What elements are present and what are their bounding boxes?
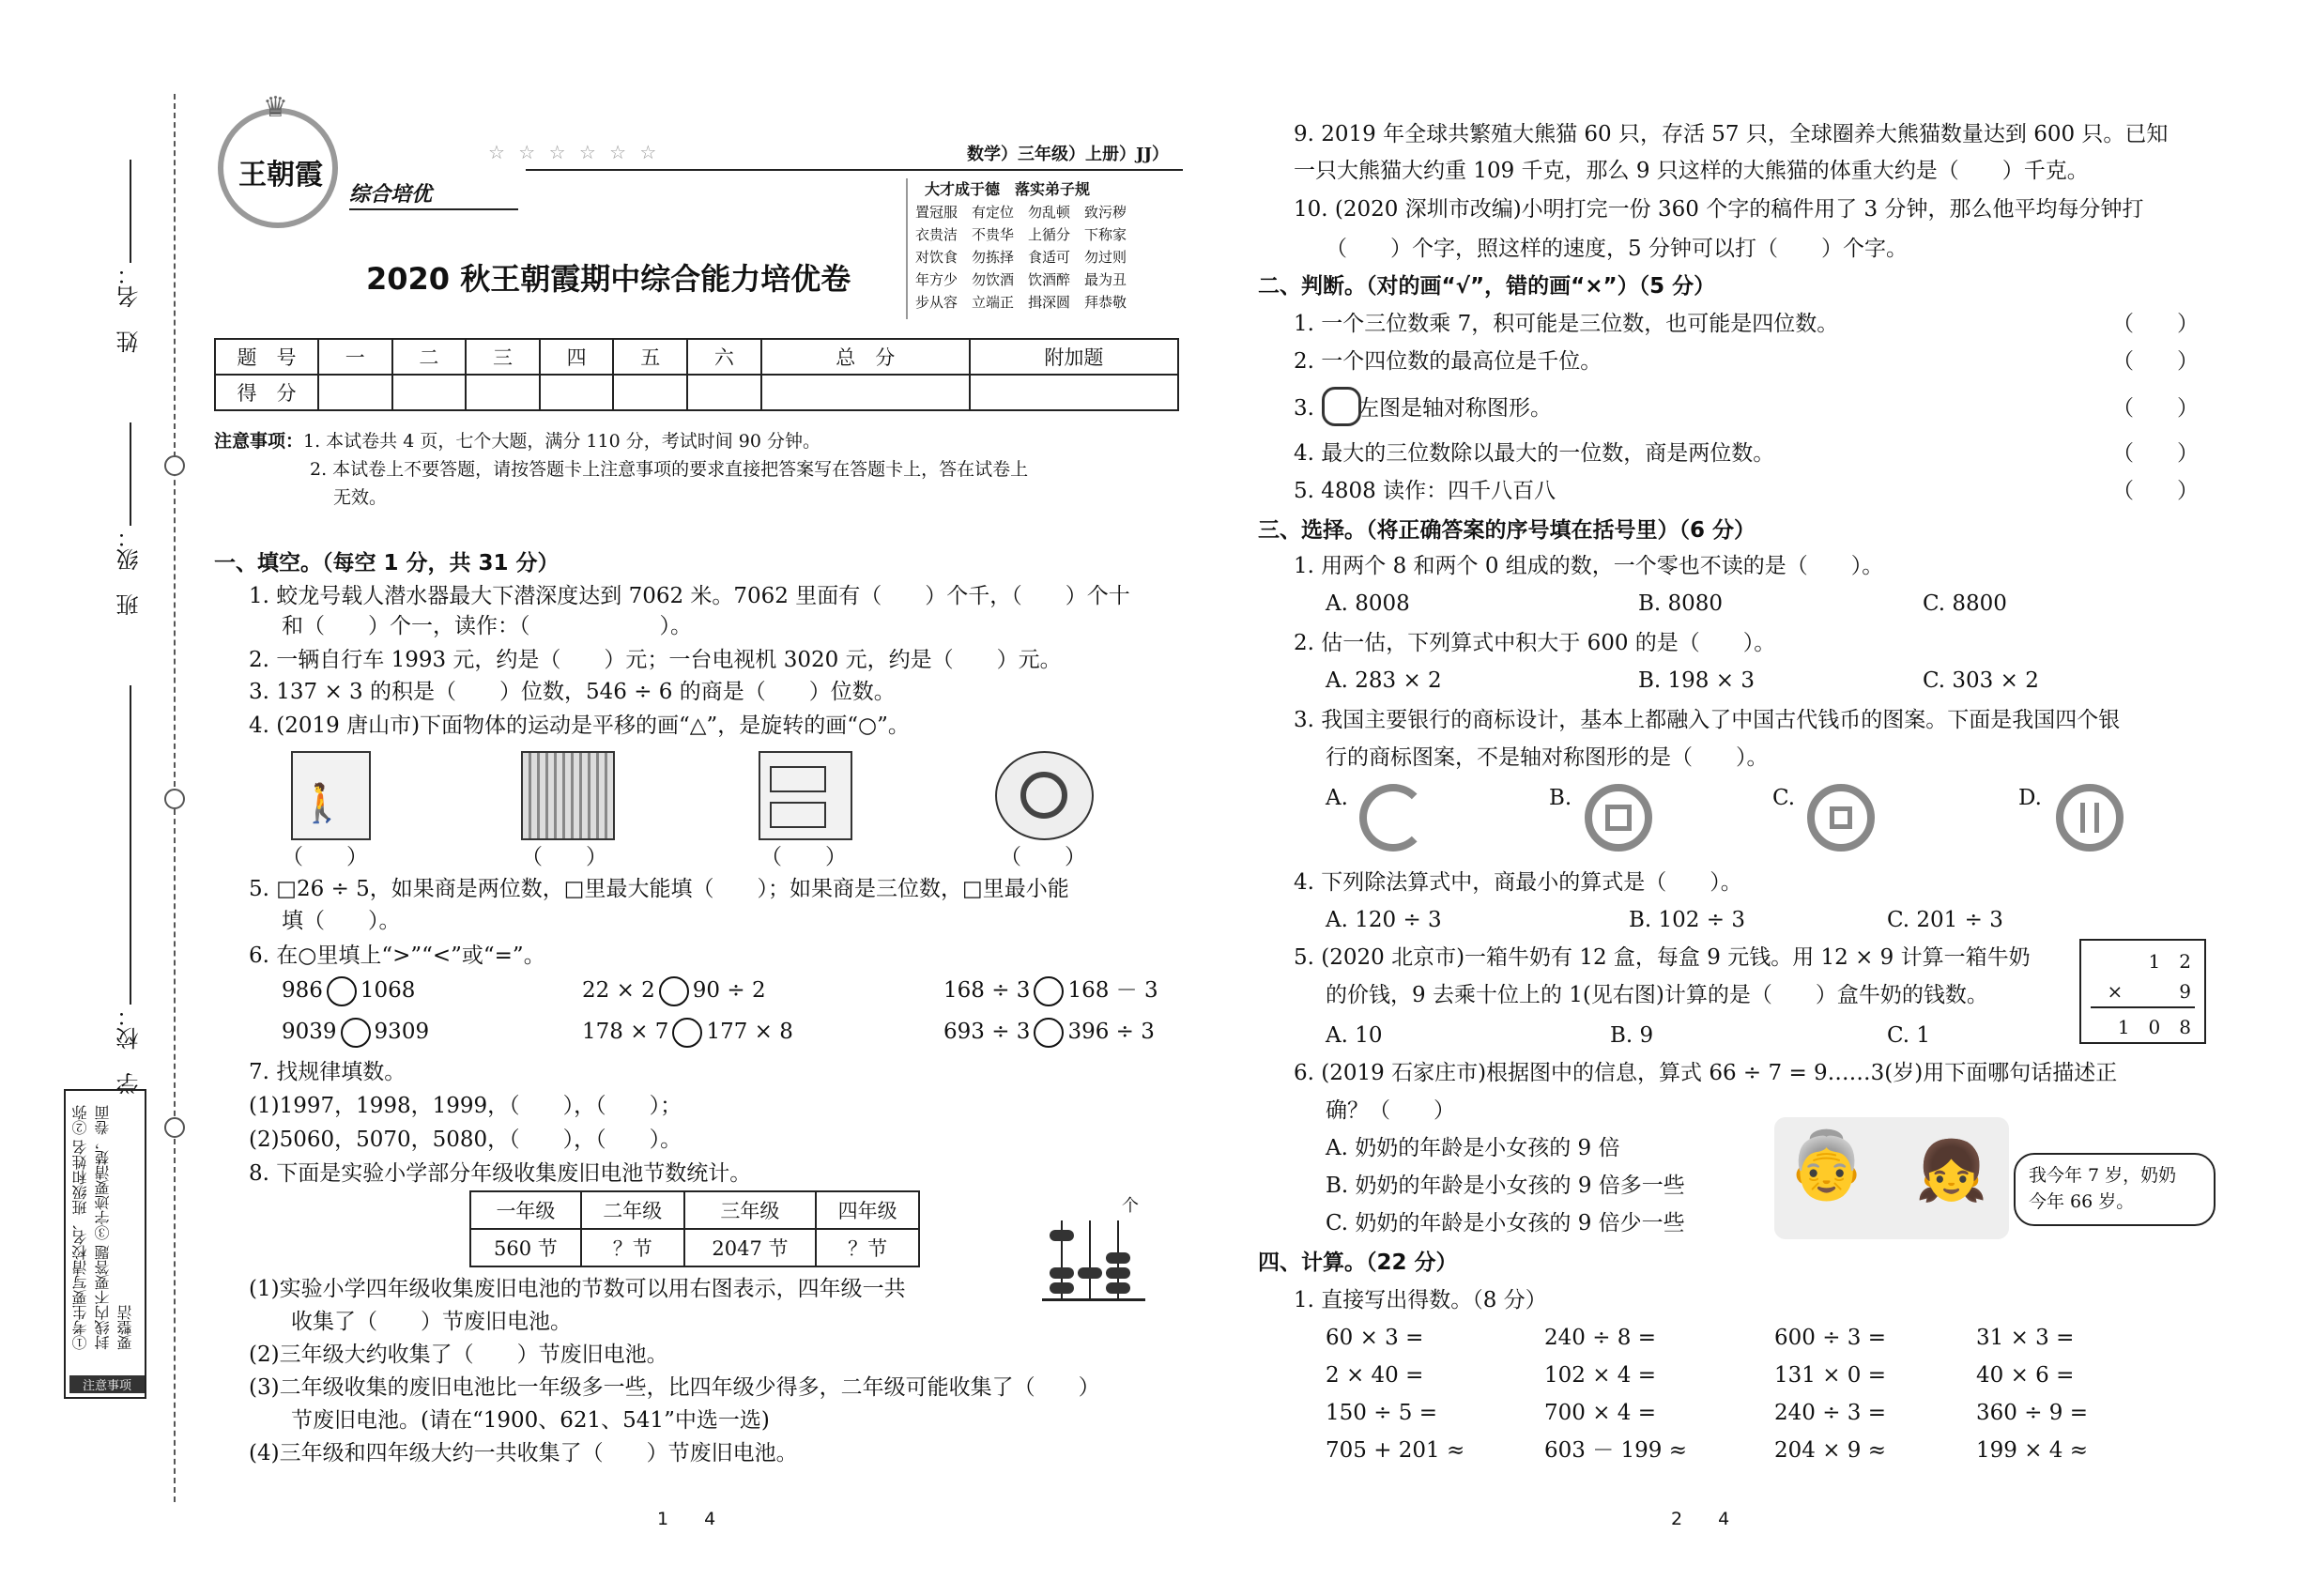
section-1-title: 一、填空。（每空 1 分，共 31 分） <box>214 551 560 575</box>
notes-line-2: 2. 本试卷上不要答题，请按答题卡上注意事项的要求直接把答案写在答题卡上，答在试卷上 <box>310 459 1029 480</box>
brand-subtitle: 综合培优 <box>349 183 433 207</box>
drawer-icon <box>770 766 826 792</box>
q6-compare-1 <box>282 976 415 1006</box>
speech-bubble <box>2014 1153 2216 1226</box>
score-input-cell[interactable] <box>687 375 761 410</box>
judge-4-paren[interactable]: （ ） <box>2112 441 2199 466</box>
q6-left: 986 <box>282 978 323 1003</box>
binding-hole-1 <box>164 455 185 476</box>
score-input-cell[interactable] <box>318 375 392 410</box>
battery-table-head <box>470 1191 919 1229</box>
battery-table-cell: 四年级 <box>816 1191 919 1229</box>
choice-2-b[interactable]: B. 198 × 3 <box>1638 668 1755 693</box>
abacus-base <box>1042 1298 1145 1301</box>
choice-5-a[interactable]: A. 10 <box>1326 1023 1383 1048</box>
revolving-door-picture <box>521 751 615 840</box>
abacus-bead <box>1050 1282 1074 1294</box>
q8-part-1a: (1)实验小学四年级收集废旧电池的节数可以用右图表示，四年级一共 <box>249 1277 906 1301</box>
choice-3-a-line: 3. 我国主要银行的商标设计，基本上都融入了中国古代钱币的图案。下面是我国四个银 <box>1294 708 2121 732</box>
q10-line-a: 10. (2020 深圳市改编)小明打完一份 360 个字的稿件用了 3 分钟，那么他平均每分钟打 <box>1294 197 2144 222</box>
choice-2-c[interactable]: C. 303 × 2 <box>1923 668 2039 693</box>
choice-4-a[interactable]: A. 120 ÷ 3 <box>1326 908 1442 932</box>
q6-right: 177 × 8 <box>706 1020 793 1044</box>
calc-item[interactable]: 240 ÷ 3 = <box>1774 1401 1887 1425</box>
q6-left: 168 ÷ 3 <box>943 978 1031 1003</box>
q6: 6. 在○里填上“>”“<”或“=”。 <box>249 944 545 968</box>
page-title: 2020 秋王朝霞期中综合能力培优卷 <box>366 261 851 297</box>
calc-item[interactable]: 131 × 0 = <box>1774 1363 1887 1388</box>
abacus-bead <box>1078 1267 1102 1279</box>
choice-3-c[interactable]: C. <box>1772 786 1796 810</box>
q4-answer-2[interactable]: （ ） <box>521 845 607 869</box>
motto-line-2: 衣贵洁 不贵华 上循分 下称家 <box>915 226 1127 243</box>
abacus-ones-label: 个 <box>1122 1196 1139 1216</box>
q6-right: 9309 <box>374 1020 430 1044</box>
battery-table-cell: 560 节 <box>470 1229 581 1266</box>
q6-compare-6 <box>943 1018 1155 1048</box>
calc-item[interactable]: 150 ÷ 5 = <box>1326 1401 1438 1425</box>
brand-name: 王朝霞 <box>238 159 323 192</box>
drawer-icon <box>770 802 826 828</box>
speech-text-2: 今年 66 岁。 <box>2029 1191 2135 1212</box>
score-table-score-row <box>215 375 1178 410</box>
name-field-line[interactable] <box>130 160 131 263</box>
judge-5-paren[interactable]: （ ） <box>2112 479 2199 503</box>
q6-left: 178 × 7 <box>582 1020 669 1044</box>
choice-5-line-a: 5. (2020 北京市)一箱牛奶有 12 盒，每盒 9 元钱。用 12 × 9 计算一箱牛奶 <box>1294 945 2031 970</box>
bank-logo-boc-icon <box>1807 784 1875 852</box>
difficulty-stars: ☆ ☆ ☆ ☆ ☆ ☆ <box>488 141 661 163</box>
judge-3-paren[interactable]: （ ） <box>2112 396 2199 421</box>
battery-table-cell: 一年级 <box>470 1191 581 1229</box>
icbc-inner-icon <box>1605 805 1632 831</box>
calc-item[interactable]: 360 ÷ 9 = <box>1976 1401 2089 1425</box>
calc-result: 1 0 8 <box>2117 1016 2191 1038</box>
compare-circle[interactable] <box>327 976 357 1006</box>
calc-item[interactable]: 700 × 4 = <box>1544 1401 1657 1425</box>
score-input-cell[interactable] <box>540 375 614 410</box>
window-sliding-picture <box>291 751 371 840</box>
motto-line-5: 步从容 立端正 揖深圆 拜恭敬 <box>915 294 1127 311</box>
compare-circle[interactable] <box>659 976 689 1006</box>
q1-line-b: 和（ ）个一，读作：（ ）。 <box>282 614 692 638</box>
symmetric-shape-icon <box>1322 387 1361 426</box>
judge-1: 1. 一个三位数乘 7，积可能是三位数，也可能是四位数。 <box>1294 312 1839 336</box>
q4-answer-4[interactable]: （ ） <box>1000 845 1086 869</box>
q7: 7. 找规律填数。 <box>249 1060 406 1084</box>
calc-rule <box>2091 1006 2195 1008</box>
q9-line-a: 9. 2019 年全球共繁殖大熊猫 60 只，存活 57 只，全球圈养大熊猫数量达到 600 只。已知 <box>1294 122 2169 146</box>
calc-item[interactable]: 240 ÷ 8 = <box>1544 1326 1657 1350</box>
header-rule <box>526 169 1183 171</box>
judge-5: 5. 4808 读作：四千八百八 <box>1294 479 1556 503</box>
q2: 2. 一辆自行车 1993 元，约是（ ）元；一台电视机 3020 元，约是（ ）元。 <box>249 648 1062 672</box>
q6-compare-5 <box>582 1018 793 1048</box>
choice-6-c[interactable]: C. 奶奶的年龄是小女孩的 9 倍少一些 <box>1326 1211 1685 1235</box>
score-table-cell: 一 <box>318 339 392 375</box>
battery-table-cell: 2047 节 <box>684 1229 816 1266</box>
calc-item[interactable]: 199 × 4 ≈ <box>1976 1438 2089 1463</box>
sidebar-notice-title: 注意事项 <box>69 1375 145 1393</box>
abacus-rod <box>1089 1220 1091 1300</box>
choice-6-b[interactable]: B. 奶奶的年龄是小女孩的 9 倍多一些 <box>1326 1174 1685 1198</box>
calc-item[interactable]: 2 × 40 = <box>1326 1363 1424 1388</box>
choice-1-c[interactable]: C. 8800 <box>1923 591 2007 616</box>
q5-line-b: 填（ ）。 <box>282 909 401 933</box>
q6-compare-4 <box>282 1018 429 1048</box>
motto-line-1: 置冠服 有定位 勿乱顿 致污秽 <box>915 204 1127 221</box>
score-input-cell[interactable] <box>970 375 1178 410</box>
choice-4: 4. 下列除法算式中，商最小的算式是（ ）。 <box>1294 870 1742 895</box>
score-input-cell[interactable] <box>466 375 540 410</box>
calc-item[interactable]: 31 × 3 = <box>1976 1326 2075 1350</box>
judge-2: 2. 一个四位数的最高位是千位。 <box>1294 349 1602 374</box>
q6-compare-2 <box>582 976 766 1006</box>
battery-table-cell: 二年级 <box>581 1191 684 1229</box>
q6-left: 9039 <box>282 1020 337 1044</box>
judge-3: 3. 左图是轴对称图形。 <box>1294 396 1552 421</box>
q4-answer-3[interactable]: （ ） <box>760 845 847 869</box>
choice-2-a[interactable]: A. 283 × 2 <box>1326 668 1442 693</box>
choice-1: 1. 用两个 8 和两个 0 组成的数，一个零也不读的是（ ）。 <box>1294 554 1884 578</box>
choice-2: 2. 估一估，下列算式中积大于 600 的是（ ）。 <box>1294 631 1776 655</box>
compare-circle[interactable] <box>672 1018 702 1048</box>
motto-line-3: 对饮食 勿拣择 食适可 勿过则 <box>915 249 1127 266</box>
calc-top: 1 2 <box>2148 950 2191 973</box>
choice-1-a[interactable]: A. 8008 <box>1326 591 1410 616</box>
abacus-picture <box>1042 1220 1145 1300</box>
sidebar-notice-text: ①考生要写清校名、班级和姓名 ②弥封线内不要答题 ③字迹要清楚，卷面要整洁 <box>71 1104 134 1350</box>
battery-table-values <box>470 1229 919 1266</box>
choice-4-c[interactable]: C. 201 ÷ 3 <box>1887 908 2003 932</box>
choice-3-b-line: 行的商标图案，不是轴对称图形的是（ ）。 <box>1326 745 1769 770</box>
choice-5-b[interactable]: B. 9 <box>1610 1023 1654 1048</box>
section-3-title: 三、选择。（将正确答案的序号填在括号里）（6 分） <box>1258 518 1756 543</box>
score-table-cell: 三 <box>466 339 540 375</box>
score-input-cell[interactable] <box>392 375 467 410</box>
calc-multiplier: × 9 <box>2107 980 2191 1003</box>
class-field-label: 班 级： <box>116 526 143 616</box>
drawer-picture <box>759 751 852 840</box>
score-table-header-row <box>215 339 1178 375</box>
q7-part-1: (1)1997，1998，1999，（ ），（ ）； <box>249 1094 682 1118</box>
choice-3-a[interactable]: A. <box>1326 786 1348 810</box>
bank-logo-abc-icon <box>2056 784 2124 852</box>
score-table-cell: 题 号 <box>215 339 318 375</box>
q8-part-3b: 节废旧电池。(请在“1900、621、541”中选一选) <box>291 1408 770 1433</box>
name-field-label: 姓 名： <box>116 263 143 353</box>
compare-circle[interactable] <box>1034 976 1064 1006</box>
crown-icon: ♛ <box>263 91 288 124</box>
brand-ribbon <box>349 178 518 210</box>
abacus-bead <box>1050 1267 1074 1279</box>
judge-2-paren[interactable]: （ ） <box>2112 349 2199 374</box>
score-input-cell[interactable] <box>761 375 970 410</box>
judge-1-paren[interactable]: （ ） <box>2112 312 2199 336</box>
q9-line-b: 一只大熊猫大约重 109 千克，那么 9 只这样的大熊猫的体重大约是（ ）千克。 <box>1294 159 2089 183</box>
q8-part-3a: (3)二年级收集的废旧电池比一年级多一些，比四年级少得多，二年级可能收集了（ ） <box>249 1375 1100 1400</box>
binding-hole-2 <box>164 789 185 809</box>
abacus-bead <box>1106 1282 1130 1294</box>
score-table-cell: 二 <box>392 339 467 375</box>
choice-3-b[interactable]: B. <box>1549 786 1572 810</box>
school-field-line[interactable] <box>130 685 131 1005</box>
q1-line-a: 1. 蛟龙号载人潜水器最大下潜深度达到 7062 米。7062 里面有（ ）个千，（ ）个十 <box>249 584 1130 608</box>
compare-circle[interactable] <box>1034 1018 1064 1048</box>
q6-left: 22 × 2 <box>582 978 655 1003</box>
q3: 3. 137 × 3 的积是（ ）位数，546 ÷ 6 的商是（ ）位数。 <box>249 680 896 704</box>
notes-label: 注意事项： <box>214 431 304 452</box>
subject-tags: 数学）三年级）上册）JJ） <box>967 145 1170 164</box>
q4: 4. (2019 唐山市)下面物体的运动是平移的画“△”，是旋转的画“○”。 <box>249 714 910 738</box>
bank-logo-icbc-icon <box>1585 784 1652 852</box>
motto-line-4: 年方少 勿饮酒 饮酒醉 最为丑 <box>915 271 1127 288</box>
class-field-line[interactable] <box>130 422 131 526</box>
section-4-title: 四、计算。（22 分） <box>1258 1251 1458 1275</box>
choice-5-c[interactable]: C. 1 <box>1887 1023 1931 1048</box>
person-icon: 🚶 <box>299 782 345 825</box>
score-table-cell: 附加题 <box>970 339 1178 375</box>
score-table <box>214 338 1179 411</box>
score-table-cell: 四 <box>540 339 614 375</box>
girl-icon: 👧 <box>1915 1136 1988 1205</box>
battery-table-cell: 三年级 <box>684 1191 816 1229</box>
sidebar-notice-box <box>64 1089 146 1399</box>
q8-part-4: (4)三年级和四年级大约一共收集了（ ）节废旧电池。 <box>249 1441 798 1466</box>
q6-right: 168 － 3 <box>1067 978 1158 1003</box>
boc-inner-icon <box>1830 806 1852 829</box>
q8-part-1b: 收集了（ ）节废旧电池。 <box>291 1310 572 1334</box>
score-table-cell: 五 <box>613 339 687 375</box>
q4-answer-1[interactable]: （ ） <box>282 845 368 869</box>
q6-right: 1068 <box>360 978 416 1003</box>
grandma-girl-picture <box>1774 1117 2009 1239</box>
binding-hole-3 <box>164 1117 185 1138</box>
steering-wheel-icon <box>1020 772 1067 819</box>
motto-box <box>906 178 1183 319</box>
school-field-label: 学 校： <box>116 1005 143 1095</box>
choice-3-d[interactable]: D. <box>2018 786 2042 810</box>
calc-item[interactable]: 705 + 201 ≈ <box>1326 1438 1465 1463</box>
score-row-label: 得 分 <box>215 375 318 410</box>
q6-left: 693 ÷ 3 <box>943 1020 1031 1044</box>
choice-6-line-b: 确？（ ） <box>1326 1098 1455 1123</box>
motto-title: 大才成于德 落实弟子规 <box>925 180 1091 198</box>
abc-inner-icon <box>2080 803 2099 833</box>
calc-item[interactable]: 204 × 9 ≈ <box>1774 1438 1887 1463</box>
choice-6-a[interactable]: A. 奶奶的年龄是小女孩的 9 倍 <box>1326 1136 1620 1160</box>
abacus-bead <box>1106 1252 1130 1264</box>
calc-item[interactable]: 600 ÷ 3 = <box>1774 1326 1887 1350</box>
score-table-cell: 总 分 <box>761 339 970 375</box>
calc-item[interactable]: 40 × 6 = <box>1976 1363 2075 1388</box>
notes-text-1: 1. 本试卷共 4 页，七个大题，满分 110 分，考试时间 90 分钟。 <box>303 431 820 452</box>
battery-table <box>469 1190 920 1267</box>
battery-table-cell: ？节 <box>816 1229 919 1266</box>
q10-line-b: （ ）个字，照这样的速度，5 分钟可以打（ ）个字。 <box>1326 237 1908 261</box>
q6-right: 396 ÷ 3 <box>1067 1020 1155 1044</box>
calc-item[interactable]: 603 － 199 ≈ <box>1544 1438 1688 1463</box>
choice-1-b[interactable]: B. 8080 <box>1638 591 1724 616</box>
notes-line-3: 无效。 <box>333 487 388 508</box>
q8-part-2: (2)三年级大约收集了（ ）节废旧电池。 <box>249 1343 668 1367</box>
choice-5-line-b: 的价钱，9 去乘十位上的 1(见右图)计算的是（ ）盒牛奶的钱数。 <box>1326 983 1988 1007</box>
page-number-left: 1 4 <box>657 1509 716 1529</box>
calc-item[interactable]: 102 × 4 = <box>1544 1363 1657 1388</box>
q6-right: 90 ÷ 2 <box>692 978 766 1003</box>
choice-4-b[interactable]: B. 102 ÷ 3 <box>1629 908 1745 932</box>
steering-wheel-picture <box>995 751 1094 840</box>
brand-logo <box>218 91 338 228</box>
speech-text-1: 我今年 7 岁，奶奶 <box>2029 1165 2177 1186</box>
abacus-bead <box>1050 1230 1074 1241</box>
abacus-bead <box>1106 1267 1130 1279</box>
bank-logo-construction-icon <box>1359 784 1427 852</box>
page-number-right: 2 4 <box>1671 1509 1730 1529</box>
q6-compare-3 <box>943 976 1158 1006</box>
grandma-icon: 👵 <box>1786 1127 1868 1204</box>
q7-part-2: (2)5060，5070，5080，（ ），（ ）。 <box>249 1128 682 1152</box>
q5-line-a: 5. □26 ÷ 5，如果商是两位数，□里最大能填（ ）；如果商是三位数，□里最小能 <box>249 877 1069 901</box>
q8: 8. 下面是实验小学部分年级收集废旧电池节数统计。 <box>249 1161 752 1186</box>
score-input-cell[interactable] <box>613 375 687 410</box>
calc-subtitle: 1. 直接写出得数。（8 分） <box>1294 1288 1547 1312</box>
compare-circle[interactable] <box>341 1018 371 1048</box>
section-2-title: 二、判断。（对的画“√”，错的画“×”）（5 分） <box>1258 274 1716 299</box>
score-table-cell: 六 <box>687 339 761 375</box>
choice-6-line-a: 6. (2019 石家庄市)根据图中的信息，算式 66 ÷ 7 = 9……3(岁)用下面哪句话描述正 <box>1294 1061 2118 1085</box>
judge-4: 4. 最大的三位数除以最大的一位数，商是两位数。 <box>1294 441 1775 466</box>
battery-table-cell: ？节 <box>581 1229 684 1266</box>
notes-line-1 <box>214 427 820 455</box>
multiplication-figure <box>2079 939 2206 1044</box>
calc-item[interactable]: 60 × 3 = <box>1326 1326 1424 1350</box>
